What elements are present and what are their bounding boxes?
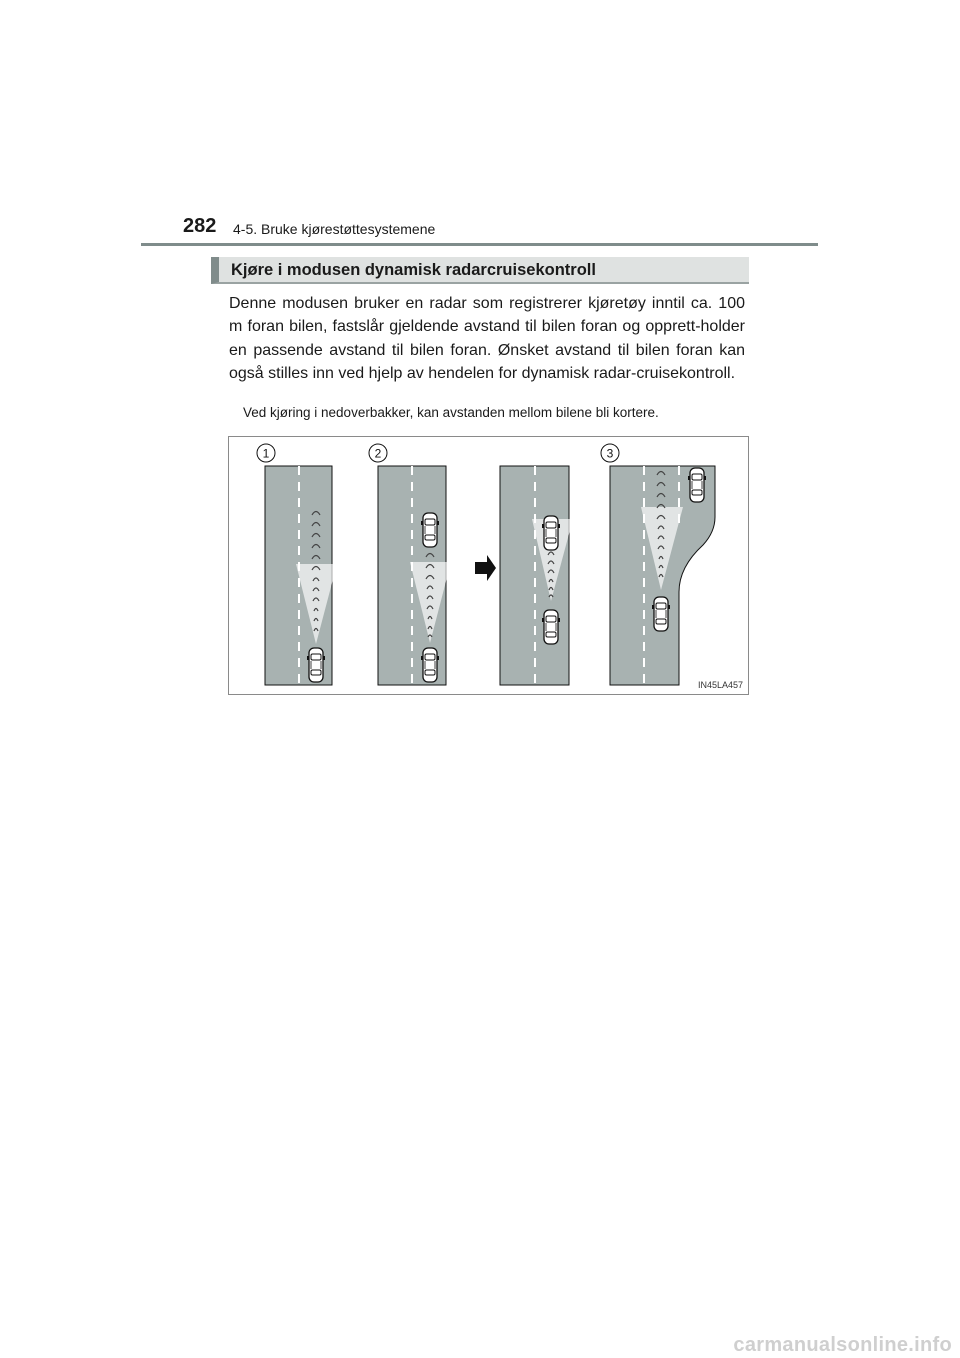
note-text: Ved kjøring i nedoverbakker, kan avstanden mellom bilene bli kortere. <box>243 405 659 420</box>
body-paragraph: Denne modusen bruker en radar som registrerer kjøretøy inntil ca. 100 m foran bilen, fastslår gjeldende avstand til bilen foran og opprett-holder en passende avstand til bilen foran. Ønsket avstand til bilen foran kan også stilles inn ved hjelp av hendelen for dynamisk radar-cruisekontroll. <box>229 295 745 382</box>
header-rule <box>141 243 818 246</box>
page-number: 282 <box>183 215 217 237</box>
scene-1 <box>257 444 337 685</box>
watermark-text: carmanualsonline.info <box>733 1334 952 1356</box>
own-car-icon <box>307 648 325 682</box>
scene-3 <box>601 444 715 685</box>
transition-arrow-icon <box>475 555 496 581</box>
figure-code: IN45LA457 <box>697 680 743 690</box>
own-car-icon <box>652 597 670 631</box>
section-heading-text: Kjøre i modusen dynamisk radarcruisekontroll <box>231 261 596 279</box>
section-path: 4-5. Bruke kjørestøttesystemene <box>233 221 436 237</box>
scene-2 <box>369 444 451 685</box>
lead-car-icon <box>421 513 439 547</box>
marker-1: 1 <box>262 446 270 461</box>
own-car-icon <box>421 648 439 682</box>
scene-2-after <box>500 466 573 685</box>
watermark <box>0 1334 960 1357</box>
figure-illustration <box>229 437 748 694</box>
own-car-icon <box>542 610 560 644</box>
lead-car-icon <box>542 516 560 550</box>
merging-car-icon <box>688 468 706 502</box>
section-heading <box>211 257 749 284</box>
marker-2: 2 <box>374 446 382 461</box>
radar-cruise-figure <box>228 436 749 695</box>
marker-3: 3 <box>606 446 614 461</box>
